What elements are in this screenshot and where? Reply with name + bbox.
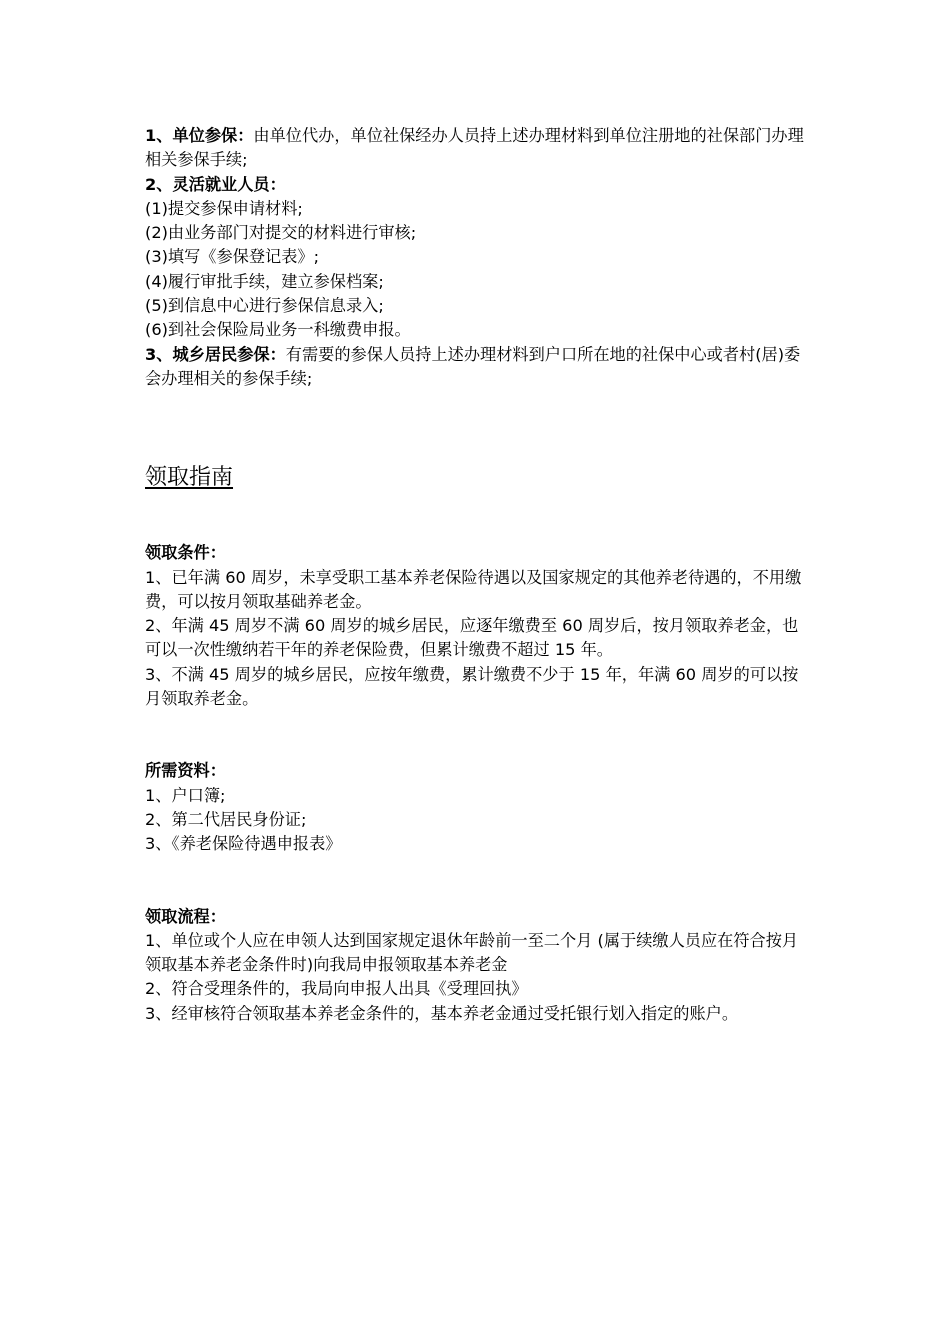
flexible-employment-label: 2、灵活就业人员： xyxy=(145,174,286,194)
unit-enrollment-paragraph xyxy=(145,124,810,173)
flexible-step: (3)填写《参保登记表》; xyxy=(145,247,320,267)
resident-enrollment-paragraph xyxy=(145,343,810,392)
guide-title: 领取指南 xyxy=(145,465,234,491)
material-item: 1、户口簿; xyxy=(145,785,226,805)
unit-enrollment-label: 1、单位参保： xyxy=(145,126,254,145)
process-item: 3、经审核符合领取基本养老金条件的，基本养老金通过受托银行划入指定的账户。 xyxy=(145,1003,739,1023)
spacer xyxy=(145,493,810,541)
material-item: 2、第二代居民身份证; xyxy=(145,809,307,829)
condition-item: 1、已年满 60 周岁，未享受职工基本养老保险待遇以及国家规定的其他养老待遇的，不用缴费，可以按月领取基础养老金。 xyxy=(145,567,802,611)
spacer xyxy=(145,857,810,905)
flexible-step: (4)履行审批手续，建立参保档案; xyxy=(145,271,384,291)
document-page xyxy=(145,124,810,1026)
condition-item: 3、不满 45 周岁的城乡居民，应按年缴费，累计缴费不少于 15 年，年满 60 周岁的可以按月领取养老金。 xyxy=(145,664,799,709)
flexible-step: (6)到社会保险局业务一科缴费申报。 xyxy=(145,320,411,340)
process-item: 1、单位或个人应在申领人达到国家规定退休年龄前一至二个月 (属于续缴人员应在符合按月领取基本养老金条件时)向我局申报领取基本养老金 xyxy=(145,930,799,975)
resident-enrollment-text: 有需要的参保人员持上述办理材料到户口所在地的社保中心或者村(居)委会办理相关的参保手续; xyxy=(145,344,801,388)
resident-enrollment-label: 3、城乡居民参保： xyxy=(145,344,286,364)
unit-enrollment-text: 由单位代办，单位社保经办人员持上述办理材料到单位注册地的社保部门办理相关参保手续; xyxy=(145,126,804,170)
flexible-step: (1)提交参保申请材料; xyxy=(145,198,303,218)
process-heading: 领取流程： xyxy=(145,906,226,926)
spacer xyxy=(145,711,810,759)
process-item: 2、符合受理条件的，我局向申报人出具《受理回执》 xyxy=(145,979,528,999)
flexible-step: (2)由业务部门对提交的材料进行审核; xyxy=(145,223,417,243)
materials-heading: 所需资料： xyxy=(145,761,226,781)
conditions-heading: 领取条件： xyxy=(145,543,226,563)
flexible-step: (5)到信息中心进行参保信息录入; xyxy=(145,296,384,316)
material-item: 3、《养老保险待遇申报表》 xyxy=(145,834,342,854)
spacer xyxy=(145,391,810,463)
condition-item: 2、年满 45 周岁不满 60 周岁的城乡居民，应逐年缴费至 60 周岁后，按月领取养老金，也可以一次性缴纳若干年的养老保险费，但累计缴费不超过 15 年。 xyxy=(145,616,799,660)
